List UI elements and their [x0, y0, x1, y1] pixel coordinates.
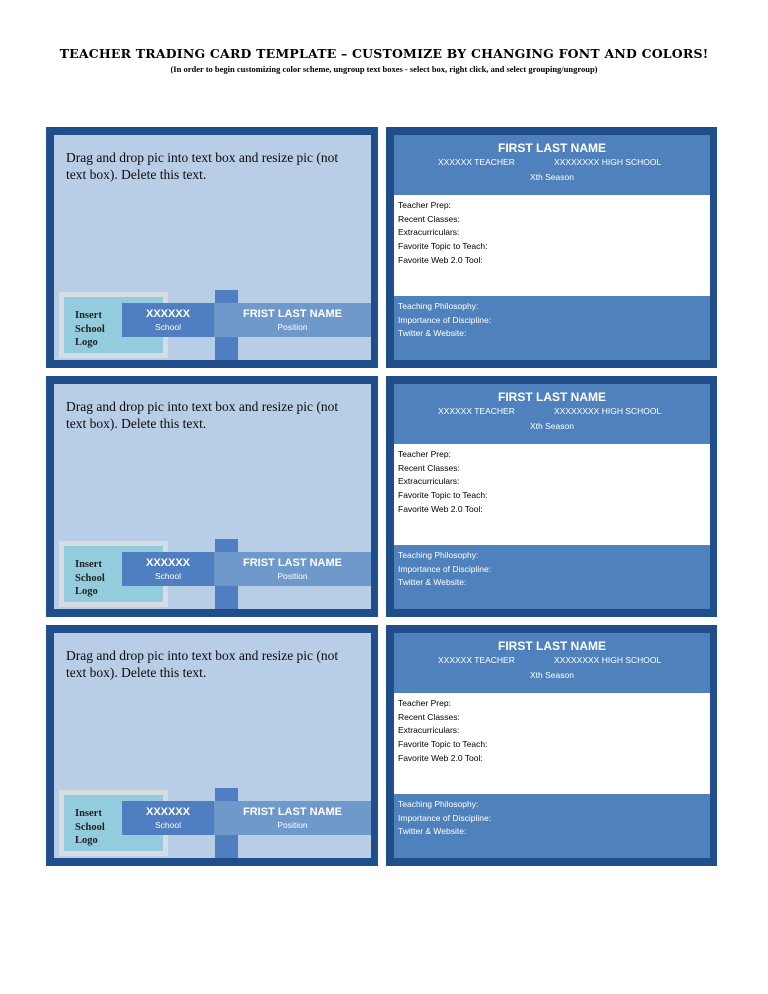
front-name: FRIST LAST NAME — [243, 806, 342, 818]
photo-area[interactable] — [54, 633, 371, 858]
school-banner[interactable] — [122, 801, 214, 835]
card-back — [386, 625, 717, 866]
details-box[interactable] — [394, 195, 710, 296]
card-row — [46, 376, 717, 617]
detail-item: Favorite Topic to Teach: — [398, 739, 488, 750]
teacher-subject: XXXXXX TEACHER — [438, 655, 515, 665]
card-back — [386, 127, 717, 368]
details-box[interactable] — [394, 444, 710, 545]
footer-item: Teaching Philosophy: — [398, 301, 479, 311]
footer-item: Twitter & Website: — [398, 577, 467, 588]
card-front — [46, 376, 378, 617]
logo-label-line: Logo — [75, 337, 98, 348]
high-school-name: XXXXXXXX HIGH SCHOOL — [554, 406, 662, 416]
name-banner[interactable] — [214, 552, 371, 586]
footer-item: Teaching Philosophy: — [398, 799, 479, 809]
school-code: XXXXXX — [145, 308, 191, 320]
position-caption: Position — [277, 322, 308, 332]
page-subtitle: (In order to begin customizing color scheme, ungroup text boxes - select box, right click, and select grouping/ungroup) — [170, 64, 598, 74]
logo-label-line: Insert — [75, 808, 102, 819]
logo-label-line: Insert — [75, 310, 102, 321]
logo-label — [75, 309, 105, 350]
detail-item: Teacher Prep: — [398, 698, 451, 708]
season: Xth Season — [530, 172, 574, 182]
logo-label — [75, 807, 105, 848]
logo-label-line: School — [75, 821, 105, 833]
logo-label-line: Insert — [75, 559, 102, 570]
detail-item: Teacher Prep: — [398, 449, 451, 459]
name-banner[interactable] — [214, 801, 371, 835]
card-front — [46, 625, 378, 866]
footer-item: Teaching Philosophy: — [398, 550, 479, 560]
detail-item: Recent Classes: — [398, 462, 460, 473]
back-subheader — [394, 157, 710, 171]
detail-item: Favorite Web 2.0 Tool: — [398, 254, 483, 265]
front-name: FRIST LAST NAME — [243, 557, 342, 569]
detail-item: Extracurriculars: — [398, 725, 460, 736]
footer-item: Importance of Discipline: — [398, 314, 492, 325]
back-header[interactable] — [394, 384, 710, 444]
back-name: FIRST LAST NAME — [498, 639, 606, 653]
detail-item: Recent Classes: — [398, 213, 460, 224]
card-row — [46, 127, 717, 368]
detail-item: Favorite Topic to Teach: — [398, 490, 488, 501]
back-subheader — [394, 655, 710, 669]
school-banner[interactable] — [122, 303, 214, 337]
position-caption: Position — [277, 571, 308, 581]
footer-item: Importance of Discipline: — [398, 812, 492, 823]
footer-box[interactable] — [394, 296, 710, 360]
photo-area[interactable] — [54, 135, 371, 360]
detail-item: Favorite Web 2.0 Tool: — [398, 752, 483, 763]
detail-item: Favorite Web 2.0 Tool: — [398, 503, 483, 514]
footer-item: Importance of Discipline: — [398, 563, 492, 574]
school-code: XXXXXX — [145, 806, 191, 818]
card-back — [386, 376, 717, 617]
high-school-name: XXXXXXXX HIGH SCHOOL — [554, 655, 662, 665]
detail-item: Recent Classes: — [398, 711, 460, 722]
photo-area[interactable] — [54, 384, 371, 609]
name-banner[interactable] — [214, 303, 371, 337]
school-banner[interactable] — [122, 552, 214, 586]
logo-label-line: School — [75, 323, 105, 335]
page-title: TEACHER TRADING CARD TEMPLATE – CUSTOMIZE BY CHANGING FONT AND COLORS! — [59, 46, 709, 61]
back-name: FIRST LAST NAME — [498, 390, 606, 404]
photo-instruction[interactable]: Drag and drop pic into text box and resize pic (not text box). Delete this text. — [66, 150, 339, 182]
back-header[interactable] — [394, 633, 710, 693]
school-code: XXXXXX — [145, 557, 191, 569]
school-caption: School — [155, 820, 181, 830]
logo-label-line: School — [75, 572, 105, 584]
detail-item: Favorite Topic to Teach: — [398, 241, 488, 252]
season: Xth Season — [530, 421, 574, 431]
details-box[interactable] — [394, 693, 710, 794]
photo-instruction[interactable]: Drag and drop pic into text box and resize pic (not text box). Delete this text. — [66, 648, 339, 680]
footer-box[interactable] — [394, 794, 710, 858]
card-front — [46, 127, 378, 368]
position-caption: Position — [277, 820, 308, 830]
teacher-subject: XXXXXX TEACHER — [438, 157, 515, 167]
front-name: FRIST LAST NAME — [243, 308, 342, 320]
logo-label — [75, 558, 105, 599]
logo-label-line: Logo — [75, 586, 98, 597]
back-name: FIRST LAST NAME — [498, 141, 606, 155]
detail-item: Extracurriculars: — [398, 476, 460, 487]
card-row — [46, 625, 717, 866]
footer-box[interactable] — [394, 545, 710, 609]
season: Xth Season — [530, 670, 574, 680]
high-school-name: XXXXXXXX HIGH SCHOOL — [554, 157, 662, 167]
footer-item: Twitter & Website: — [398, 826, 467, 837]
photo-instruction[interactable]: Drag and drop pic into text box and resize pic (not text box). Delete this text. — [66, 399, 339, 431]
detail-item: Extracurriculars: — [398, 227, 460, 238]
school-caption: School — [155, 571, 181, 581]
detail-item: Teacher Prep: — [398, 200, 451, 210]
teacher-subject: XXXXXX TEACHER — [438, 406, 515, 416]
back-header[interactable] — [394, 135, 710, 195]
back-subheader — [394, 406, 710, 420]
logo-label-line: Logo — [75, 835, 98, 846]
school-caption: School — [155, 322, 181, 332]
footer-item: Twitter & Website: — [398, 328, 467, 339]
